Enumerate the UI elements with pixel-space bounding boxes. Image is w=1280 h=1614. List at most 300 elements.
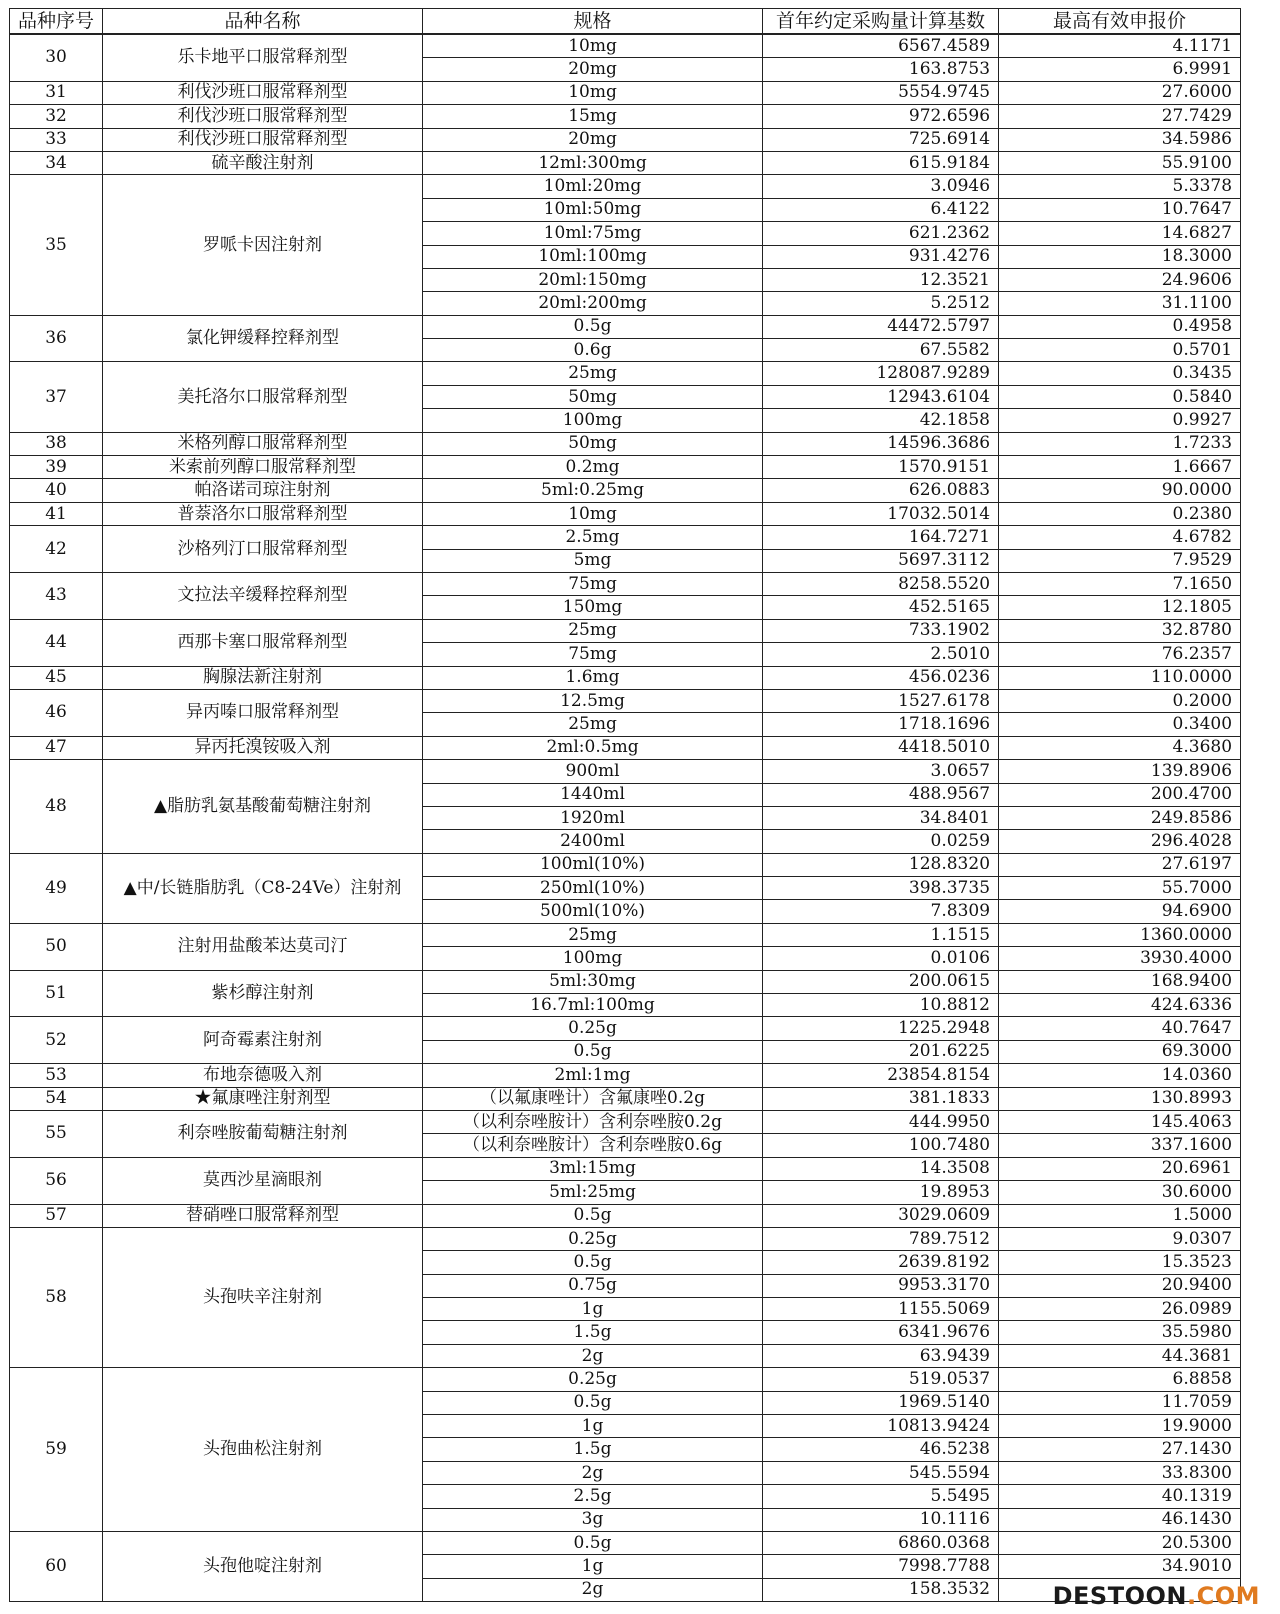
variety-name-cell: 西那卡塞口服常释剂型 xyxy=(103,619,423,666)
price-cell: 27.6000 xyxy=(999,81,1241,104)
quantity-cell: 452.5165 xyxy=(763,596,999,619)
spec-cell: 10mg xyxy=(423,502,763,525)
table-row xyxy=(10,619,1241,642)
price-cell: 1.6667 xyxy=(999,456,1241,479)
spec-cell: 0.5g xyxy=(423,1251,763,1274)
spec-cell: 1.6mg xyxy=(423,666,763,689)
price-cell: 55.7000 xyxy=(999,877,1241,900)
variety-no-cell: 41 xyxy=(10,502,103,525)
variety-no-cell: 56 xyxy=(10,1157,103,1204)
spec-cell: 20ml:200mg xyxy=(423,292,763,315)
variety-no-cell: 31 xyxy=(10,81,103,104)
spec-cell: 100ml(10%) xyxy=(423,853,763,876)
table-row xyxy=(10,315,1241,338)
spec-cell: 5ml:25mg xyxy=(423,1181,763,1204)
price-cell: 32.8780 xyxy=(999,619,1241,642)
quantity-cell: 621.2362 xyxy=(763,222,999,245)
quantity-cell: 9953.3170 xyxy=(763,1274,999,1297)
variety-name-cell: ▲中/长链脂肪乳（C8-24Ve）注射剂 xyxy=(103,853,423,923)
price-cell: 12.1805 xyxy=(999,596,1241,619)
spec-cell: 12.5mg xyxy=(423,689,763,712)
spec-cell: 900ml xyxy=(423,760,763,783)
spec-cell: 25mg xyxy=(423,923,763,946)
variety-name-cell: 利伐沙班口服常释剂型 xyxy=(103,81,423,104)
spec-cell: 50mg xyxy=(423,432,763,455)
table-row xyxy=(10,526,1241,549)
price-cell: 20.9400 xyxy=(999,1274,1241,1297)
variety-no-cell: 46 xyxy=(10,689,103,736)
price-cell: 19.9000 xyxy=(999,1415,1241,1438)
price-cell: 40.7647 xyxy=(999,1017,1241,1040)
spec-cell: 500ml(10%) xyxy=(423,900,763,923)
variety-no-cell: 57 xyxy=(10,1204,103,1227)
quantity-cell: 1718.1696 xyxy=(763,713,999,736)
variety-name-cell: 利伐沙班口服常释剂型 xyxy=(103,128,423,151)
quantity-cell: 2.5010 xyxy=(763,643,999,666)
quantity-cell: 42.1858 xyxy=(763,409,999,432)
header-max-price: 最高有效申报价 xyxy=(999,9,1241,35)
table-row xyxy=(10,970,1241,993)
variety-name-cell: 罗哌卡因注射剂 xyxy=(103,175,423,315)
price-cell: 14.6827 xyxy=(999,222,1241,245)
price-cell: 168.9400 xyxy=(999,970,1241,993)
table-row xyxy=(10,1204,1241,1227)
table-row xyxy=(10,736,1241,759)
quantity-cell: 14.3508 xyxy=(763,1157,999,1180)
spec-cell: 10mg xyxy=(423,81,763,104)
price-cell: 6.8858 xyxy=(999,1368,1241,1391)
quantity-cell: 5697.3112 xyxy=(763,549,999,572)
variety-name-cell: 米索前列醇口服常释剂型 xyxy=(103,456,423,479)
quantity-cell: 3029.0609 xyxy=(763,1204,999,1227)
spec-cell: 5mg xyxy=(423,549,763,572)
quantity-cell: 519.0537 xyxy=(763,1368,999,1391)
quantity-cell: 8258.5520 xyxy=(763,572,999,595)
price-cell: 0.3400 xyxy=(999,713,1241,736)
variety-no-cell: 37 xyxy=(10,362,103,432)
quantity-cell: 1527.6178 xyxy=(763,689,999,712)
variety-name-cell: 头孢他啶注射剂 xyxy=(103,1532,423,1602)
quantity-cell: 63.9439 xyxy=(763,1344,999,1367)
watermark-part1: DESTOON xyxy=(1052,1582,1187,1610)
spec-cell: 2g xyxy=(423,1344,763,1367)
quantity-cell: 128087.9289 xyxy=(763,362,999,385)
spec-cell: 5ml:0.25mg xyxy=(423,479,763,502)
variety-no-cell: 53 xyxy=(10,1064,103,1087)
price-cell: 9.0307 xyxy=(999,1227,1241,1250)
price-cell: 40.1319 xyxy=(999,1485,1241,1508)
quantity-cell: 158.3532 xyxy=(763,1578,999,1601)
variety-name-cell: 替硝唑口服常释剂型 xyxy=(103,1204,423,1227)
price-cell: 296.4028 xyxy=(999,830,1241,853)
table-row xyxy=(10,1227,1241,1250)
spec-cell: 5ml:30mg xyxy=(423,970,763,993)
spec-cell: 100mg xyxy=(423,947,763,970)
quantity-cell: 164.7271 xyxy=(763,526,999,549)
spec-cell: 1440ml xyxy=(423,783,763,806)
spec-cell: 2ml:1mg xyxy=(423,1064,763,1087)
spec-cell: 3ml:15mg xyxy=(423,1157,763,1180)
price-cell: 20.5300 xyxy=(999,1532,1241,1555)
price-cell: 34.5986 xyxy=(999,128,1241,151)
quantity-cell: 615.9184 xyxy=(763,151,999,174)
quantity-cell: 1570.9151 xyxy=(763,456,999,479)
quantity-cell: 1155.5069 xyxy=(763,1298,999,1321)
variety-name-cell: 乐卡地平口服常释剂型 xyxy=(103,34,423,81)
spec-cell: 250ml(10%) xyxy=(423,877,763,900)
price-cell: 0.4958 xyxy=(999,315,1241,338)
spec-cell: 12ml:300mg xyxy=(423,151,763,174)
price-cell: 0.9927 xyxy=(999,409,1241,432)
price-cell: 424.6336 xyxy=(999,994,1241,1017)
quantity-cell: 3.0946 xyxy=(763,175,999,198)
price-cell: 200.4700 xyxy=(999,783,1241,806)
table-row xyxy=(10,1064,1241,1087)
spec-cell: 2400ml xyxy=(423,830,763,853)
price-cell: 110.0000 xyxy=(999,666,1241,689)
spec-cell: 1.5g xyxy=(423,1438,763,1461)
price-cell: 26.0989 xyxy=(999,1298,1241,1321)
variety-no-cell: 35 xyxy=(10,175,103,315)
quantity-cell: 10813.9424 xyxy=(763,1415,999,1438)
spec-cell: 0.75g xyxy=(423,1274,763,1297)
table-row xyxy=(10,1532,1241,1555)
spec-cell: 75mg xyxy=(423,643,763,666)
quantity-cell: 5.5495 xyxy=(763,1485,999,1508)
spec-cell: （以氟康唑计）含氟康唑0.2g xyxy=(423,1087,763,1110)
price-cell: 145.4063 xyxy=(999,1110,1241,1133)
table-row xyxy=(10,689,1241,712)
quantity-cell: 7998.7788 xyxy=(763,1555,999,1578)
spec-cell: 2g xyxy=(423,1578,763,1601)
variety-name-cell: 异丙嗪口服常释剂型 xyxy=(103,689,423,736)
variety-name-cell: 阿奇霉素注射剂 xyxy=(103,1017,423,1064)
price-cell: 6.9991 xyxy=(999,58,1241,81)
spec-cell: 150mg xyxy=(423,596,763,619)
spec-cell: 20mg xyxy=(423,58,763,81)
quantity-cell: 2639.8192 xyxy=(763,1251,999,1274)
table-row xyxy=(10,572,1241,595)
table-row xyxy=(10,1157,1241,1180)
price-cell: 0.3435 xyxy=(999,362,1241,385)
variety-no-cell: 52 xyxy=(10,1017,103,1064)
variety-name-cell: 利伐沙班口服常释剂型 xyxy=(103,105,423,128)
quantity-cell: 972.6596 xyxy=(763,105,999,128)
table-row xyxy=(10,432,1241,455)
spec-cell: 0.25g xyxy=(423,1017,763,1040)
quantity-cell: 1225.2948 xyxy=(763,1017,999,1040)
quantity-cell: 931.4276 xyxy=(763,245,999,268)
quantity-cell: 456.0236 xyxy=(763,666,999,689)
variety-no-cell: 45 xyxy=(10,666,103,689)
variety-no-cell: 33 xyxy=(10,128,103,151)
variety-name-cell: 帕洛诺司琼注射剂 xyxy=(103,479,423,502)
quantity-cell: 44472.5797 xyxy=(763,315,999,338)
variety-no-cell: 54 xyxy=(10,1087,103,1110)
spec-cell: 50mg xyxy=(423,385,763,408)
spec-cell: 10ml:100mg xyxy=(423,245,763,268)
variety-name-cell: 头孢曲松注射剂 xyxy=(103,1368,423,1532)
price-cell: 27.6197 xyxy=(999,853,1241,876)
quantity-cell: 163.8753 xyxy=(763,58,999,81)
header-spec: 规格 xyxy=(423,9,763,35)
variety-name-cell: 布地奈德吸入剂 xyxy=(103,1064,423,1087)
quantity-cell: 6.4122 xyxy=(763,198,999,221)
spec-cell: 75mg xyxy=(423,572,763,595)
spec-cell: 0.6g xyxy=(423,339,763,362)
price-cell: 90.0000 xyxy=(999,479,1241,502)
spec-cell: 0.5g xyxy=(423,315,763,338)
table-row xyxy=(10,175,1241,198)
spec-cell: 1g xyxy=(423,1298,763,1321)
price-cell: 0.2000 xyxy=(999,689,1241,712)
price-cell: 337.1600 xyxy=(999,1134,1241,1157)
price-cell: 0.5840 xyxy=(999,385,1241,408)
price-cell: 30.6000 xyxy=(999,1181,1241,1204)
price-cell: 55.9100 xyxy=(999,151,1241,174)
quantity-cell: 12.3521 xyxy=(763,268,999,291)
watermark-logo xyxy=(1053,1582,1260,1610)
quantity-cell: 0.0106 xyxy=(763,947,999,970)
quantity-cell: 733.1902 xyxy=(763,619,999,642)
watermark-part2: .COM xyxy=(1186,1582,1260,1610)
variety-no-cell: 44 xyxy=(10,619,103,666)
price-cell: 69.3000 xyxy=(999,1040,1241,1063)
spec-cell: 0.25g xyxy=(423,1368,763,1391)
variety-name-cell: 文拉法辛缓释控释剂型 xyxy=(103,572,423,619)
quantity-cell: 6567.4589 xyxy=(763,34,999,58)
spec-cell: （以利奈唑胺计）含利奈唑胺0.6g xyxy=(423,1134,763,1157)
spec-cell: 0.2mg xyxy=(423,456,763,479)
spec-cell: 0.5g xyxy=(423,1204,763,1227)
quantity-cell: 7.8309 xyxy=(763,900,999,923)
quantity-cell: 398.3735 xyxy=(763,877,999,900)
price-cell: 1360.0000 xyxy=(999,923,1241,946)
variety-no-cell: 36 xyxy=(10,315,103,362)
quantity-cell: 10.8812 xyxy=(763,994,999,1017)
quantity-cell: 725.6914 xyxy=(763,128,999,151)
variety-name-cell: 注射用盐酸苯达莫司汀 xyxy=(103,923,423,970)
quantity-cell: 14596.3686 xyxy=(763,432,999,455)
variety-no-cell: 30 xyxy=(10,34,103,81)
variety-no-cell: 47 xyxy=(10,736,103,759)
spec-cell: 10ml:20mg xyxy=(423,175,763,198)
variety-no-cell: 51 xyxy=(10,970,103,1017)
table-row xyxy=(10,760,1241,783)
price-cell: 249.8586 xyxy=(999,806,1241,829)
price-cell: 46.1430 xyxy=(999,1508,1241,1531)
variety-name-cell: ★氟康唑注射剂型 xyxy=(103,1087,423,1110)
quantity-cell: 488.9567 xyxy=(763,783,999,806)
spec-cell: 0.5g xyxy=(423,1391,763,1414)
price-cell: 76.2357 xyxy=(999,643,1241,666)
header-variety-no: 品种序号 xyxy=(10,9,103,35)
spec-cell: 0.5g xyxy=(423,1532,763,1555)
quantity-cell: 201.6225 xyxy=(763,1040,999,1063)
spec-cell: 25mg xyxy=(423,713,763,736)
variety-name-cell: 硫辛酸注射剂 xyxy=(103,151,423,174)
price-cell: 15.3523 xyxy=(999,1251,1241,1274)
variety-no-cell: 49 xyxy=(10,853,103,923)
quantity-cell: 4418.5010 xyxy=(763,736,999,759)
price-cell: 27.1430 xyxy=(999,1438,1241,1461)
price-cell: 4.6782 xyxy=(999,526,1241,549)
variety-no-cell: 34 xyxy=(10,151,103,174)
quantity-cell: 5554.9745 xyxy=(763,81,999,104)
quantity-cell: 3.0657 xyxy=(763,760,999,783)
spec-cell: 1920ml xyxy=(423,806,763,829)
quantity-cell: 6341.9676 xyxy=(763,1321,999,1344)
variety-no-cell: 55 xyxy=(10,1110,103,1157)
price-cell: 35.5980 xyxy=(999,1321,1241,1344)
quantity-cell: 1.1515 xyxy=(763,923,999,946)
variety-name-cell: 头孢呋辛注射剂 xyxy=(103,1227,423,1367)
variety-no-cell: 38 xyxy=(10,432,103,455)
table-row xyxy=(10,1087,1241,1110)
variety-no-cell: 40 xyxy=(10,479,103,502)
spec-cell: 0.5g xyxy=(423,1040,763,1063)
price-cell: 3930.4000 xyxy=(999,947,1241,970)
table-row xyxy=(10,34,1241,58)
variety-no-cell: 58 xyxy=(10,1227,103,1367)
price-cell: 24.9606 xyxy=(999,268,1241,291)
spec-cell: 10ml:50mg xyxy=(423,198,763,221)
table-row xyxy=(10,151,1241,174)
variety-name-cell: 异丙托溴铵吸入剂 xyxy=(103,736,423,759)
price-cell: 139.8906 xyxy=(999,760,1241,783)
variety-no-cell: 50 xyxy=(10,923,103,970)
quantity-cell: 23854.8154 xyxy=(763,1064,999,1087)
quantity-cell: 46.5238 xyxy=(763,1438,999,1461)
quantity-cell: 626.0883 xyxy=(763,479,999,502)
price-cell: 44.3681 xyxy=(999,1344,1241,1367)
price-cell: 0.5701 xyxy=(999,339,1241,362)
price-cell: 11.7059 xyxy=(999,1391,1241,1414)
variety-name-cell: 沙格列汀口服常释剂型 xyxy=(103,526,423,573)
quantity-cell: 381.1833 xyxy=(763,1087,999,1110)
document-page xyxy=(9,8,1241,1602)
price-cell: 130.8993 xyxy=(999,1087,1241,1110)
variety-no-cell: 42 xyxy=(10,526,103,573)
price-cell: 10.7647 xyxy=(999,198,1241,221)
table-body xyxy=(10,34,1241,1602)
spec-cell: （以利奈唑胺计）含利奈唑胺0.2g xyxy=(423,1110,763,1133)
price-cell: 33.8300 xyxy=(999,1461,1241,1484)
spec-cell: 15mg xyxy=(423,105,763,128)
price-cell: 5.3378 xyxy=(999,175,1241,198)
quantity-cell: 5.2512 xyxy=(763,292,999,315)
spec-cell: 3g xyxy=(423,1508,763,1531)
spec-cell: 10mg xyxy=(423,34,763,58)
spec-cell: 1g xyxy=(423,1555,763,1578)
price-cell: 0.2380 xyxy=(999,502,1241,525)
quantity-cell: 100.7480 xyxy=(763,1134,999,1157)
price-cell: 4.3680 xyxy=(999,736,1241,759)
table-row xyxy=(10,105,1241,128)
variety-no-cell: 32 xyxy=(10,105,103,128)
variety-name-cell: ▲脂肪乳氨基酸葡萄糖注射剂 xyxy=(103,760,423,854)
table-row xyxy=(10,81,1241,104)
price-cell: 27.7429 xyxy=(999,105,1241,128)
quantity-cell: 444.9950 xyxy=(763,1110,999,1133)
spec-cell: 100mg xyxy=(423,409,763,432)
spec-cell: 2.5g xyxy=(423,1485,763,1508)
price-cell: 18.3000 xyxy=(999,245,1241,268)
price-cell: 34.9010 xyxy=(999,1555,1241,1578)
spec-cell: 25mg xyxy=(423,362,763,385)
spec-cell: 2ml:0.5mg xyxy=(423,736,763,759)
variety-name-cell: 美托洛尔口服常释剂型 xyxy=(103,362,423,432)
quantity-cell: 10.1116 xyxy=(763,1508,999,1531)
table-row xyxy=(10,666,1241,689)
quantity-cell: 1969.5140 xyxy=(763,1391,999,1414)
variety-name-cell: 胸腺法新注射剂 xyxy=(103,666,423,689)
spec-cell: 16.7ml:100mg xyxy=(423,994,763,1017)
quantity-cell: 0.0259 xyxy=(763,830,999,853)
variety-no-cell: 43 xyxy=(10,572,103,619)
quantity-cell: 67.5582 xyxy=(763,339,999,362)
quantity-cell: 789.7512 xyxy=(763,1227,999,1250)
spec-cell: 1.5g xyxy=(423,1321,763,1344)
variety-no-cell: 59 xyxy=(10,1368,103,1532)
price-cell: 7.1650 xyxy=(999,572,1241,595)
table-row xyxy=(10,502,1241,525)
price-cell: 94.6900 xyxy=(999,900,1241,923)
table-row xyxy=(10,853,1241,876)
table-row xyxy=(10,1368,1241,1391)
table-header-row xyxy=(10,9,1241,35)
spec-cell: 2g xyxy=(423,1461,763,1484)
table-row xyxy=(10,362,1241,385)
price-cell: 1.7233 xyxy=(999,432,1241,455)
variety-no-cell: 39 xyxy=(10,456,103,479)
price-cell: 7.9529 xyxy=(999,549,1241,572)
table-row xyxy=(10,456,1241,479)
quantity-cell: 128.8320 xyxy=(763,853,999,876)
table-row xyxy=(10,923,1241,946)
variety-name-cell: 普萘洛尔口服常释剂型 xyxy=(103,502,423,525)
table-row xyxy=(10,479,1241,502)
quantity-cell: 17032.5014 xyxy=(763,502,999,525)
header-variety-name: 品种名称 xyxy=(103,9,423,35)
quantity-cell: 6860.0368 xyxy=(763,1532,999,1555)
quantity-cell: 12943.6104 xyxy=(763,385,999,408)
spec-cell: 10ml:75mg xyxy=(423,222,763,245)
price-cell: 1.5000 xyxy=(999,1204,1241,1227)
variety-name-cell: 紫杉醇注射剂 xyxy=(103,970,423,1017)
spec-cell: 1g xyxy=(423,1415,763,1438)
spec-cell: 20ml:150mg xyxy=(423,268,763,291)
header-first-year-quantity: 首年约定采购量计算基数 xyxy=(763,9,999,35)
variety-no-cell: 60 xyxy=(10,1532,103,1602)
table-row xyxy=(10,1110,1241,1133)
variety-name-cell: 氯化钾缓释控释剂型 xyxy=(103,315,423,362)
price-cell: 14.0360 xyxy=(999,1064,1241,1087)
spec-cell: 25mg xyxy=(423,619,763,642)
variety-name-cell: 利奈唑胺葡萄糖注射剂 xyxy=(103,1110,423,1157)
quantity-cell: 19.8953 xyxy=(763,1181,999,1204)
table-row xyxy=(10,1017,1241,1040)
variety-no-cell: 48 xyxy=(10,760,103,854)
procurement-price-table xyxy=(9,8,1241,1602)
quantity-cell: 34.8401 xyxy=(763,806,999,829)
variety-name-cell: 莫西沙星滴眼剂 xyxy=(103,1157,423,1204)
price-cell: 31.1100 xyxy=(999,292,1241,315)
price-cell: 20.6961 xyxy=(999,1157,1241,1180)
variety-name-cell: 米格列醇口服常释剂型 xyxy=(103,432,423,455)
quantity-cell: 200.0615 xyxy=(763,970,999,993)
table-row xyxy=(10,128,1241,151)
